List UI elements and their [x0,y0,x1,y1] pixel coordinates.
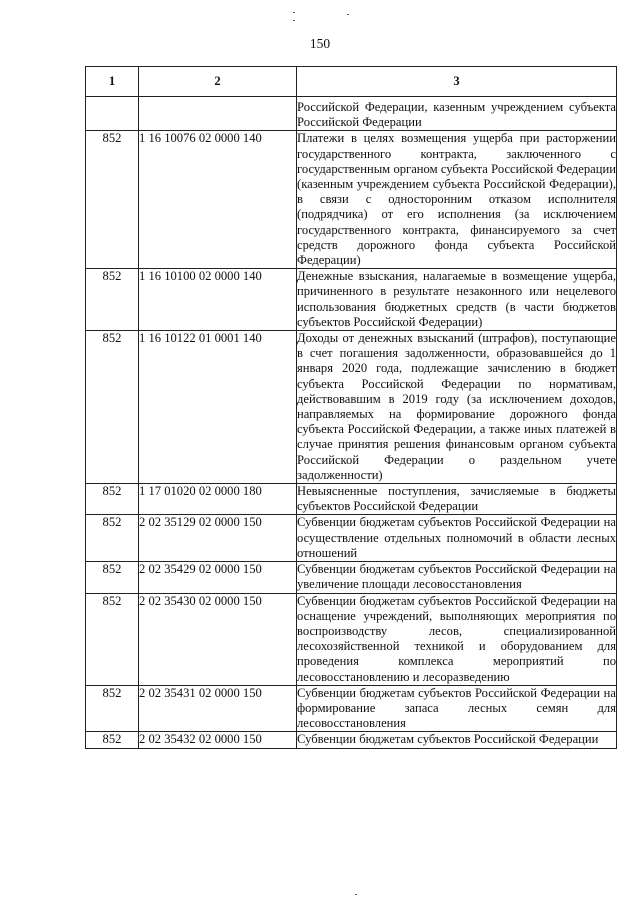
description-cell: Платежи в целях возмещения ущерба при расторжении государственного контракта, заключенного с государственным органом субъекта Российской Федерации (казенным учреждением субъекта Российской Федерации), в связи с односторонним отказом исполнителя (подрядчика) от его исполнения (за исключением государственного контракта, финансируемого за счет средств дорожного фонда субъекта Российской Федерации) [297,131,616,268]
table-row [86,484,617,515]
page-number: 150 [309,36,331,51]
budget-codes-table [85,66,617,749]
description-cell: Субвенции бюджетам субъектов Российской Федерации [297,732,617,748]
table-row [86,593,617,685]
revenue-code-cell: 1 16 10122 01 0001 140 [139,331,297,484]
revenue-code-cell: 2 02 35431 02 0000 150 [139,685,297,732]
table-header-row [86,67,617,97]
revenue-code-cell: 2 02 35430 02 0000 150 [139,593,297,685]
description-cell: Субвенции бюджетам субъектов Российской Федерации на увеличение площади лесовосстановления [297,562,616,592]
table-row [86,97,617,131]
description-cell: Субвенции бюджетам субъектов Российской Федерации на осуществление отдельных полномочий в области лесных отношений [297,515,616,560]
table-row [86,331,617,484]
admin-code-cell: 852 [86,515,139,562]
revenue-code-cell: 2 02 35429 02 0000 150 [139,562,297,593]
table-row [86,131,617,269]
revenue-code-cell: 1 17 01020 02 0000 180 [139,484,297,515]
table-row [86,685,617,732]
table-row [86,732,617,748]
column-header-2: 2 [139,67,297,97]
description-cell: Невыясненные поступления, зачисляемые в бюджеты субъектов Российской Федерации [297,484,616,514]
table-row [86,515,617,562]
revenue-code-cell: 1 16 10100 02 0000 140 [139,269,297,331]
scan-speck [355,894,357,895]
admin-code-cell: 852 [86,732,139,748]
scan-speck [293,12,295,13]
admin-code-cell: 852 [86,269,139,331]
revenue-code-cell: 2 02 35432 02 0000 150 [139,732,297,748]
admin-code-cell: 852 [86,131,139,269]
column-header-1: 1 [86,67,139,97]
admin-code-cell: 852 [86,484,139,515]
description-cell: Денежные взыскания, налагаемые в возмещение ущерба, причиненного в результате незаконного или нецелевого использования бюджетных средств (в части бюджетов субъектов Российской Федерации) [297,269,616,329]
table-row [86,269,617,331]
admin-code-cell: 852 [86,685,139,732]
revenue-code-cell [139,97,297,131]
table-row [86,562,617,593]
column-header-3: 3 [297,67,617,97]
description-cell: Субвенции бюджетам субъектов Российской Федерации на формирование запаса лесных семян для лесовосстановления [297,685,616,731]
revenue-code-cell: 1 16 10076 02 0000 140 [139,131,297,269]
admin-code-cell: 852 [86,562,139,593]
description-cell: Доходы от денежных взысканий (штрафов), поступающие в счет погашения задолженности, образовавшейся до 1 января 2020 года, подлежащие зачислению в бюджет субъекта Российской Федерации по нормативам, действовавшим в 2019 году (за исключением доходов, направляемых на формирование дорожного фонда субъекта Российской Федерации, а также иных платежей в случае принятия решения финансовым органом субъекта Российской Федерации о раздельном учете задолженности) [297,331,616,482]
admin-code-cell: 852 [86,593,139,685]
description-cell: Российской Федерации, казенным учреждением субъекта Российской Федерации [297,97,617,131]
scan-speck [293,20,295,21]
admin-code-cell: 852 [86,331,139,484]
description-cell: Субвенции бюджетам субъектов Российской Федерации на оснащение учреждений, выполняющих мероприятия по воспроизводству лесов, специализированной лесохозяйственной техникой и оборудованием для проведения комплекса мероприятий по лесовосстановлению и лесоразведению [297,593,616,684]
scan-speck [347,14,349,15]
revenue-code-cell: 2 02 35129 02 0000 150 [139,515,297,562]
admin-code-cell [86,97,139,131]
